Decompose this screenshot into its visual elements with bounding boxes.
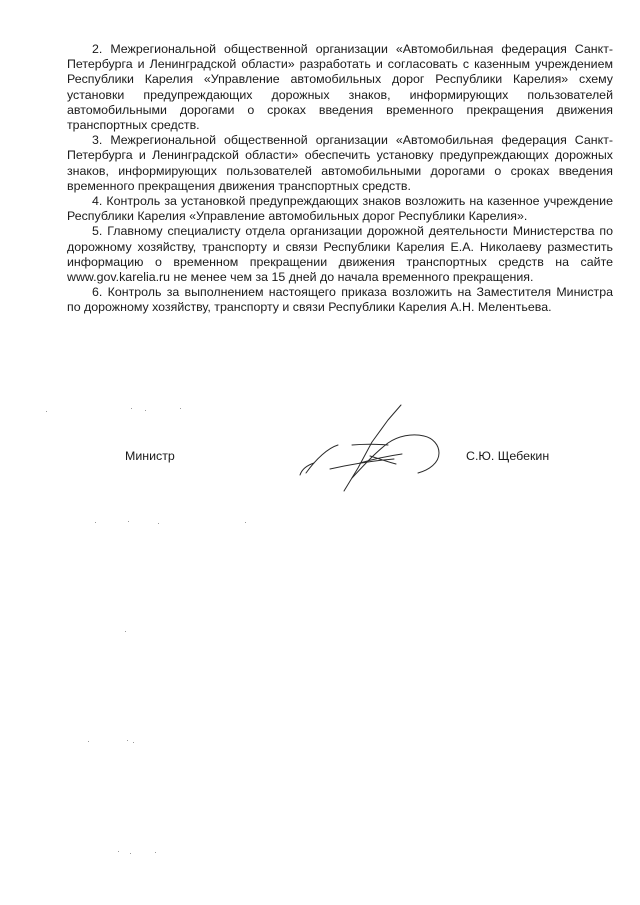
scan-speck bbox=[128, 521, 129, 522]
scan-speck bbox=[158, 523, 159, 524]
scan-speck bbox=[88, 741, 89, 742]
scan-speck bbox=[127, 740, 128, 741]
scan-speck bbox=[145, 410, 146, 411]
scan-speck bbox=[131, 408, 132, 409]
handwritten-signature bbox=[290, 395, 460, 500]
scan-speck bbox=[180, 408, 181, 409]
signatory-position: Министр bbox=[125, 449, 175, 463]
scan-speck bbox=[95, 522, 96, 523]
scan-speck bbox=[125, 631, 126, 632]
paragraph-2: 2. Межрегиональной общественной организации «Автомобильная федерация Санкт-Петербурга и Ленинградской области» разработать и согласовать с казенным учреждением Республики Карелия «Управление автомобильных дорог Республики Карелия» схему установки предупреждающих дорожных знаков, информирующих пользователей автомобильными дорогами о сроках введения временного прекращения движения транспортных средств. bbox=[67, 42, 613, 133]
scan-speck bbox=[130, 853, 131, 854]
paragraph-6: 6. Контроль за выполнением настоящего приказа возложить на Заместителя Министра по дорожному хозяйству, транспорту и связи Республики Карелия А.Н. Мелентьева. bbox=[67, 285, 613, 315]
paragraph-5: 5. Главному специалисту отдела организации дорожной деятельности Министерства по дорожному хозяйству, транспорту и связи Республики Карелия Е.А. Николаеву разместить информацию о временном прекращении движения транспортных средств на сайте www.gov.karelia.ru не менее чем за 15 дней до начала временного прекращения. bbox=[67, 224, 613, 285]
signatory-name: С.Ю. Щебекин bbox=[466, 449, 550, 463]
paragraph-3: 3. Межрегиональной общественной организации «Автомобильная федерация Санкт-Петербурга и Ленинградской области» обеспечить установку предупреждающих дорожных знаков, информирующих пользователей автомобильными дорогами о сроках введения временного прекращения движения транспортных средств. bbox=[67, 133, 613, 193]
scan-speck bbox=[46, 411, 47, 412]
scan-speck bbox=[133, 742, 134, 743]
scan-speck bbox=[155, 852, 156, 853]
scan-speck bbox=[245, 522, 246, 523]
scan-speck bbox=[118, 851, 119, 852]
paragraph-4: 4. Контроль за установкой предупреждающих знаков возложить на казенное учреждение Республики Карелия «Управление автомобильных дорог Республики Карелия». bbox=[67, 194, 613, 224]
